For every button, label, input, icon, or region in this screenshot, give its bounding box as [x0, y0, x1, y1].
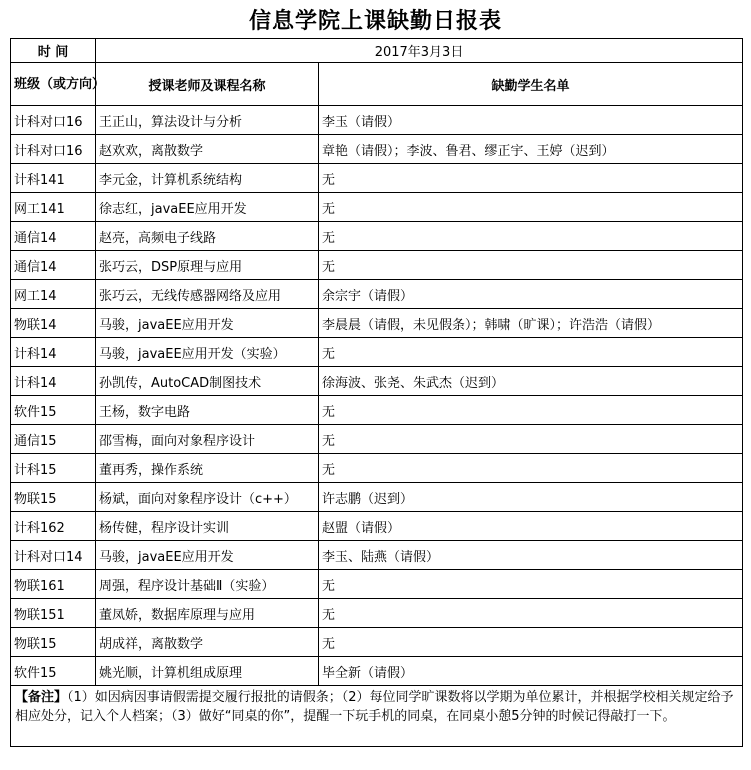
- teacher-course-cell: 徐志红，javaEE应用开发: [96, 193, 319, 222]
- class-cell: 物联151: [11, 599, 96, 628]
- note-row: [11, 686, 743, 747]
- teacher-course-cell: 马骏，javaEE应用开发: [96, 309, 319, 338]
- absent-students-cell: 无: [319, 338, 743, 367]
- table-row: [11, 280, 743, 309]
- absent-students-cell: 无: [319, 222, 743, 251]
- class-cell: 计科对口16: [11, 106, 96, 135]
- table-row: [11, 425, 743, 454]
- teacher-course-cell: 王杨，数字电路: [96, 396, 319, 425]
- table-row: [11, 396, 743, 425]
- table-row: [11, 599, 743, 628]
- report-date: 2017年3月3日: [96, 39, 743, 63]
- class-cell: 通信14: [11, 251, 96, 280]
- teacher-course-cell: 董凤娇，数据库原理与应用: [96, 599, 319, 628]
- class-cell: 计科162: [11, 512, 96, 541]
- table-row: [11, 193, 743, 222]
- absent-students-cell: 李玉（请假）: [319, 106, 743, 135]
- table-row: [11, 570, 743, 599]
- absent-students-cell: 无: [319, 570, 743, 599]
- teacher-course-cell: 董再秀，操作系统: [96, 454, 319, 483]
- teacher-course-cell: 周强，程序设计基础Ⅱ（实验）: [96, 570, 319, 599]
- absent-students-cell: 无: [319, 454, 743, 483]
- absent-students-cell: 李玉、陆燕（请假）: [319, 541, 743, 570]
- table-row: [11, 222, 743, 251]
- teacher-course-cell: 杨斌，面向对象程序设计（c++）: [96, 483, 319, 512]
- teacher-course-cell: 张巧云，无线传感器网络及应用: [96, 280, 319, 309]
- absent-students-cell: 徐海波、张尧、朱武杰（迟到）: [319, 367, 743, 396]
- absent-students-cell: 无: [319, 425, 743, 454]
- note-text: （1）如因病因事请假需提交履行报批的请假条；（2）每位同学旷课数将以学期为单位累计，并根据学校相关规定给予相应处分，记入个人档案；（3）做好“同桌的你”，提醒一下玩手机的同桌，在同桌小憩5分钟的时候记得敲打一下。: [15, 690, 734, 724]
- absent-students-cell: 无: [319, 628, 743, 657]
- table-row: [11, 512, 743, 541]
- table-row: [11, 454, 743, 483]
- table-row: [11, 106, 743, 135]
- absent-students-cell: 余宗宇（请假）: [319, 280, 743, 309]
- teacher-course-cell: 孙凯传，AutoCAD制图技术: [96, 367, 319, 396]
- teacher-course-cell: 马骏，javaEE应用开发: [96, 541, 319, 570]
- absent-students-cell: 无: [319, 193, 743, 222]
- class-cell: 物联15: [11, 483, 96, 512]
- absent-students-cell: 章艳（请假）；李波、鲁君、缪正宇、王婷（迟到）: [319, 135, 743, 164]
- table-row: [11, 367, 743, 396]
- table-row: [11, 251, 743, 280]
- teacher-course-cell: 李元金，计算机系统结构: [96, 164, 319, 193]
- class-cell: 物联14: [11, 309, 96, 338]
- table-row: [11, 135, 743, 164]
- table-row: [11, 628, 743, 657]
- header-class: 班级（或方向）: [11, 63, 96, 106]
- attendance-table: [10, 38, 743, 747]
- class-cell: 网工14: [11, 280, 96, 309]
- absent-students-cell: 无: [319, 396, 743, 425]
- note-label: 【备注】: [15, 690, 68, 705]
- absent-students-cell: 许志鹏（迟到）: [319, 483, 743, 512]
- class-cell: 计科14: [11, 367, 96, 396]
- table-row: [11, 338, 743, 367]
- class-cell: 物联15: [11, 628, 96, 657]
- time-row: [11, 39, 743, 63]
- teacher-course-cell: 张巧云，DSP原理与应用: [96, 251, 319, 280]
- report-title: 信息学院上课缺勤日报表: [248, 8, 502, 34]
- teacher-course-cell: 杨传健，程序设计实训: [96, 512, 319, 541]
- class-cell: 通信14: [11, 222, 96, 251]
- absent-students-cell: 毕全新（请假）: [319, 657, 743, 686]
- class-cell: 物联161: [11, 570, 96, 599]
- class-cell: 软件15: [11, 396, 96, 425]
- absent-students-cell: 无: [319, 599, 743, 628]
- table-row: [11, 541, 743, 570]
- teacher-course-cell: 姚光顺，计算机组成原理: [96, 657, 319, 686]
- header-teacher-course: 授课老师及课程名称: [96, 63, 319, 106]
- table-row: [11, 309, 743, 338]
- time-label: 时 间: [11, 39, 96, 63]
- table-row: [11, 164, 743, 193]
- class-cell: 计科对口16: [11, 135, 96, 164]
- absent-students-cell: 李晨晨（请假，未见假条）；韩啸（旷课）；许浩浩（请假）: [319, 309, 743, 338]
- teacher-course-cell: 邵雪梅，面向对象程序设计: [96, 425, 319, 454]
- note-cell: [11, 686, 743, 747]
- table-row: [11, 483, 743, 512]
- class-cell: 计科对口14: [11, 541, 96, 570]
- class-cell: 软件15: [11, 657, 96, 686]
- class-cell: 通信15: [11, 425, 96, 454]
- class-cell: 计科141: [11, 164, 96, 193]
- header-row: [11, 63, 743, 106]
- teacher-course-cell: 赵欢欢，离散数学: [96, 135, 319, 164]
- teacher-course-cell: 胡成祥，离散数学: [96, 628, 319, 657]
- class-cell: 网工141: [11, 193, 96, 222]
- header-absent: 缺勤学生名单: [319, 63, 743, 106]
- class-cell: 计科15: [11, 454, 96, 483]
- absent-students-cell: 无: [319, 251, 743, 280]
- teacher-course-cell: 赵亮，高频电子线路: [96, 222, 319, 251]
- absent-students-cell: 赵盟（请假）: [319, 512, 743, 541]
- table-row: [11, 657, 743, 686]
- absent-students-cell: 无: [319, 164, 743, 193]
- class-cell: 计科14: [11, 338, 96, 367]
- teacher-course-cell: 马骏，javaEE应用开发（实验）: [96, 338, 319, 367]
- teacher-course-cell: 王正山，算法设计与分析: [96, 106, 319, 135]
